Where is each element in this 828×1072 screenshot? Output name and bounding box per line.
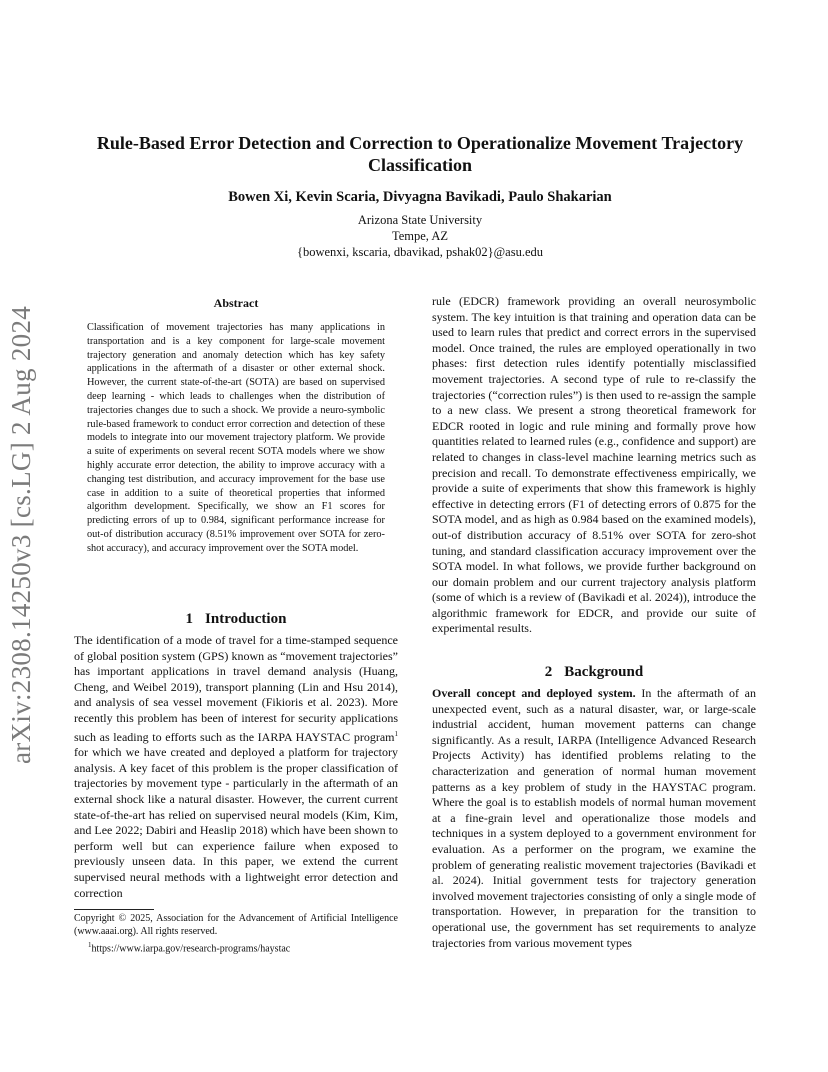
section-heading-introduction (74, 611, 398, 628)
section-number: 1 (185, 611, 194, 627)
footnote-rule (74, 909, 154, 910)
section-heading-background (432, 664, 756, 681)
arxiv-stamp: arXiv:2308.14250v3 [cs.LG] 2 Aug 2024 (6, 305, 36, 765)
affiliation-university: Arizona State University (357, 213, 483, 227)
intro-text-part2: for which we have created and deployed a platform for trajectory analysis. A key facet of this problem is the proper classification of trajectories by movement type - particularly in the aftermath of an external shock like a natural disaster. However, the current current state-of-the-art has relied on supervised neural models (Kim, Kim, and Lee 2022; Dabiri and Heaslip 2018) which have been shown to perform well but can experience failure when exposed to previously unseen data. In this paper, we extend the current supervised neural methods with a lightweight error detection and correction (74, 745, 398, 900)
abstract-text: Classification of movement trajectories has many applications in transportation and is a key component for large-scale movement trajectory generation and anomaly detection which has key safety applications in the aftermath of a disaster or other external shock. However, the current state-of-the-art (SOTA) are based on supervised deep learning - which leads to challenges when the distribution of trajectories changes due to such a shock. We provide a neuro-symbolic rule-based framework to conduct error correction and detection of these models to integrate into our movement trajectory platform. We provide a suite of experiments on several recent SOTA models where we show highly accurate error detection, the ability to improve accuracy with a changing test distribution, and accuracy improvement for the base use case in addition to a suite of theoretical properties that informed algorithm development. Specifically, we show an F1 scores for predicting errors of up to 0.984, significant performance increase for out-of distribution accuracy (8.51% improvement over SOTA for zero-shot accuracy), and accuracy improvement over the SOTA model. (87, 322, 385, 554)
author-list: Bowen Xi, Kevin Scaria, Divyagna Bavikadi, Paulo Shakarian (228, 189, 612, 205)
background-text: In the aftermath of an unexpected event, such as a natural disaster, war, or large-scale industrial accident, human movement patterns can change significantly. As a result, IARPA (Intelligence Advanced Research Projects Activity) has identified problems relating to the characterization and generation of normal human movement patterns as a key problem of study in the HAYSTAC program. Where the goal is to establish models of normal human movement at a fine-grain level and operationalize those models and techniques in a system deployed to a government environment for evaluation. As a performer on the program, we examine the problem of generating realistic movement trajectories (Bavikadi et al. 2024). Initial government tests for trajectory generation involved movement trajectories consisting of only a single mode of transportation. However, in preparation for the transition to operational use, the government has set requirements to analyze trajectories from various movement types (432, 686, 756, 950)
author-emails: {bowenxi, kscaria, dbavikad, pshak02}@asu.edu (296, 245, 544, 259)
footnote-mark: 1 (394, 729, 398, 738)
section-number: 2 (544, 664, 553, 680)
background-paragraph (432, 686, 756, 951)
abstract-heading: Abstract (213, 296, 259, 310)
affiliation-location: Tempe, AZ (391, 229, 449, 243)
footnote (74, 939, 398, 955)
section-title: Introduction (205, 611, 287, 627)
copyright-notice: Copyright © 2025, Association for the Advancement of Artificial Intelligence (www.aaai.org). All rights reserved. (74, 913, 398, 937)
footnote-url: https://www.iarpa.gov/research-programs/haystac (91, 943, 291, 955)
introduction-paragraph (74, 633, 398, 901)
intro-text-part1: The identification of a mode of travel for a time-stamped sequence of global position system (GPS) known as “movement trajectories” has important applications in travel demand analysis (Huang, Cheng, and Weibel 2019), transport planning (Lin and Hsu 2014), and analysis of sea vessel movement (Fikioris et al. 2023). More recently this problem has been of interest for security applications such as leading to efforts such as the IARPA HAYSTAC program (74, 633, 398, 744)
introduction-continuation: rule (EDCR) framework providing an overall neurosymbolic system. The key intuition is that training and operation data can be used to learn rules that predict and correct errors in the supervised model. Once trained, the rules are employed operationally in two phases: first detection rules identify potentially misclassified movement trajectories. A second type of rule to re-classify the trajectories (“correction rules”) is then used to re-assign the sample to a new class. We present a strong theoretical framework for EDCR rooted in logic and rule mining and formally prove how quantities related to learned rules (e.g., confidence and support) are related to changes in class-level machine learning metrics such as precision and recall. To demonstrate effectiveness empirically, we provide a suite of experiments that show this framework is highly effective in detecting errors (F1 of detecting errors of 0.875 for the SOTA model, and as high as 0.984 based on the examined models), out-of distribution accuracy of 8.51% over SOTA for zero-shot tuning, and standard classification accuracy improvement over the SOTA model. In what follows, we provide further background on our domain problem and our current trajectory analysis platform (some of which is a review of (Bavikadi et al. 2024)), introduce the algorithmic framework for EDCR, and provide our suite of experimental results. (432, 294, 756, 636)
section-title: Background (564, 664, 644, 680)
footnote-number: 1 (88, 941, 92, 949)
paper-title: Rule-Based Error Detection and Correction to Operationalize Movement Trajectory Classification (96, 133, 744, 175)
run-in-heading: Overall concept and deployed system. (432, 686, 636, 700)
